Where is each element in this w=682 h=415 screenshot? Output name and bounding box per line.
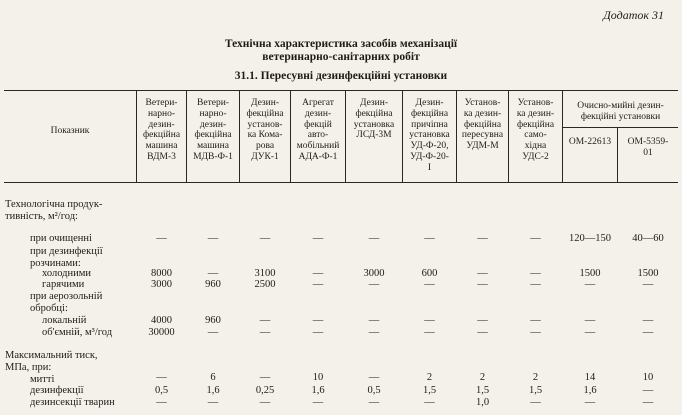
table-cell: — <box>368 315 380 326</box>
table-cell: 10 <box>312 372 324 383</box>
column-header: ОМ-5359- 01 <box>627 137 669 158</box>
table-cell: — <box>530 397 541 408</box>
table-cell: — <box>584 279 596 290</box>
table-cell: 1500 <box>637 268 659 279</box>
table-cell: 30000 <box>148 327 175 338</box>
table-cell: — <box>368 397 380 408</box>
table-cell: — <box>477 279 488 290</box>
table-cell: 1,6 <box>583 385 597 396</box>
table-cell: 0,5 <box>154 385 169 396</box>
row-label: Технологічна продук- тивність, м²/год: <box>5 199 103 222</box>
table-cell: — <box>424 327 435 338</box>
table-top-rule <box>4 90 678 91</box>
table-cell: 0,25 <box>255 385 275 396</box>
table-cell: — <box>584 327 596 338</box>
row-label: локальній <box>42 315 87 326</box>
column-header: Дезин- фекційна установка ЛСД-3М <box>353 98 395 141</box>
table-cell: — <box>259 397 271 408</box>
table-cell: — <box>207 397 219 408</box>
group-header: Очисно-мийні дезин- фекційні установки <box>577 101 664 122</box>
row-label: при аерозольній обробці: <box>30 291 103 314</box>
table-cell: — <box>642 327 654 338</box>
table-cell: 3100 <box>254 268 276 279</box>
document-title-line2: ветеринарно-санітарних робіт <box>262 51 420 63</box>
table-cell: 3000 <box>363 268 385 279</box>
column-header: Ветери- нарно- дезин- фекційна машина МДВ-Ф-1 <box>193 98 233 162</box>
column-header: Дезин- фекційна установ- ка Кома- рова ДУК-1 <box>246 98 284 162</box>
row-label: холодними <box>42 268 91 279</box>
table-cell: 960 <box>205 315 221 326</box>
table-cell: — <box>642 315 654 326</box>
column-header: Установ- ка дезин- фекційна пересувна УДМ-М <box>461 98 504 152</box>
table-cell: 40—60 <box>632 233 664 244</box>
table-cell: — <box>312 397 324 408</box>
table-cell: — <box>477 268 488 279</box>
table-cell: — <box>642 397 654 408</box>
row-label: при дезинфекції розчинами: <box>30 246 103 269</box>
row-label: гарячими <box>42 279 85 290</box>
table-cell: 1,6 <box>311 385 325 396</box>
row-label: дезинфекції <box>30 385 84 396</box>
table-cell: 600 <box>421 268 438 279</box>
table-cell: — <box>207 327 219 338</box>
table-cell: — <box>530 315 541 326</box>
table-cell: — <box>156 233 167 244</box>
table-cell: — <box>312 279 324 290</box>
table-cell: 2 <box>426 372 433 383</box>
table-cell: 4000 <box>151 315 172 326</box>
table-cell: 1,0 <box>475 397 490 408</box>
table-cell: 0,5 <box>367 385 381 396</box>
row-label: Максимальний тиск, МПа, при: <box>5 350 98 373</box>
table-cell: — <box>530 233 541 244</box>
table-cell: — <box>259 327 271 338</box>
table-cell: — <box>424 233 435 244</box>
column-header: Агрегат дезин- фекцій авто- мобільний АДА-Ф-1 <box>296 98 340 162</box>
row-label: об'ємній, м³/год <box>42 327 113 338</box>
table-cell: — <box>477 315 488 326</box>
table-cell: 1,5 <box>422 385 437 396</box>
table-cell: 2 <box>479 372 486 383</box>
table-cell: 1,5 <box>475 385 490 396</box>
table-cell: — <box>259 315 271 326</box>
table-cell: 1,5 <box>528 385 543 396</box>
column-header: ОМ-22613 <box>568 137 612 147</box>
table-cell: — <box>312 327 324 338</box>
row-label: при очищенні <box>30 233 92 244</box>
table-cell: — <box>642 279 654 290</box>
table-cell: 960 <box>205 279 221 290</box>
table-cell: — <box>312 233 324 244</box>
table-cell: — <box>156 397 167 408</box>
table-cell: 2 <box>532 372 539 383</box>
table-cell: — <box>530 279 541 290</box>
table-cell: — <box>424 315 435 326</box>
column-header: Дезин- фекційна причіпна установка УД-Ф-20, УД-Ф-20- І <box>409 98 450 173</box>
row-label: митті <box>30 374 55 385</box>
table-cell: — <box>424 279 435 290</box>
table-cell: — <box>312 315 324 326</box>
table-cell: — <box>477 233 488 244</box>
table-cell: — <box>642 385 654 396</box>
table-cell: — <box>207 233 219 244</box>
table-cell: 2500 <box>254 279 276 290</box>
table-cell: — <box>312 268 324 279</box>
section-title: 31.1. Пересувні дезинфекційні установки <box>234 70 448 82</box>
table-cell: — <box>530 268 541 279</box>
appendix-label: Додаток 31 <box>603 8 664 22</box>
table-header-rule <box>4 182 678 183</box>
table-cell: — <box>368 327 380 338</box>
column-header: Установ- ка дезин- фекційна само- хідна УДС-2 <box>516 98 555 162</box>
table-cell: 10 <box>642 372 654 383</box>
table-cell: — <box>584 397 596 408</box>
table-cell: — <box>368 279 380 290</box>
table-cell: 14 <box>584 372 596 383</box>
table-cell: — <box>207 268 219 279</box>
table-cell: — <box>530 327 541 338</box>
column-header: Ветери- нарно- дезин- фекційна машина ВДМ-3 <box>142 98 181 162</box>
table-cell: 3000 <box>151 279 172 290</box>
table-cell: — <box>259 233 271 244</box>
table-cell: 120—150 <box>569 233 611 244</box>
row-label: дезинсекції тварин <box>30 397 115 408</box>
table-cell: — <box>584 315 596 326</box>
table-cell: 6 <box>210 372 216 383</box>
table-cell: 1500 <box>579 268 601 279</box>
table-cell: — <box>477 327 488 338</box>
table-cell: 8000 <box>151 268 172 279</box>
header-indicator: Показник <box>50 126 90 136</box>
table-cell: — <box>156 372 167 383</box>
table-cell: — <box>424 397 435 408</box>
table-cell: — <box>368 372 380 383</box>
table-cell: 1,6 <box>206 385 220 396</box>
table-cell: — <box>259 372 271 383</box>
table-cell: — <box>368 233 380 244</box>
document-title-line1: Технічна характеристика засобів механізації <box>224 38 458 50</box>
group-header-rule <box>562 127 678 128</box>
